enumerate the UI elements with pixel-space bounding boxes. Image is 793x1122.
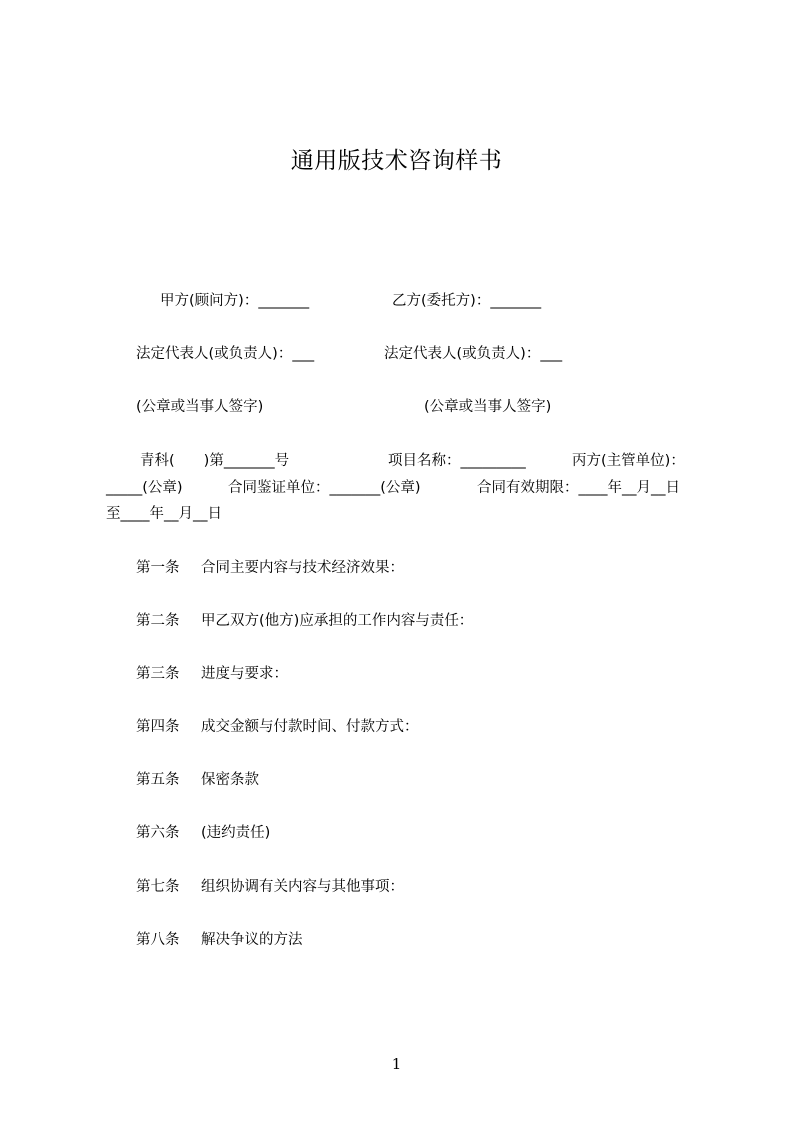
article-text: 合同主要内容与技术经济效果： bbox=[201, 560, 404, 576]
party-c-field: 丙方(主管单位)： bbox=[572, 453, 685, 469]
article-text: 进度与要求： bbox=[201, 666, 288, 682]
party-c-seal: _____(公章) bbox=[106, 480, 183, 496]
article-number: 第四条 bbox=[136, 719, 180, 735]
document-title: 通用版技术咨询样书 bbox=[290, 148, 503, 174]
party-a-representative: 法定代表人(或负责人)：___ bbox=[136, 346, 315, 362]
party-a-field: 甲方(顾问方)：_______ bbox=[160, 293, 310, 309]
article-number: 第八条 bbox=[136, 932, 180, 948]
party-b-field: 乙方(委托方)：_______ bbox=[392, 293, 542, 309]
validity-period: 合同有效期限：____年__月__日 bbox=[477, 480, 680, 496]
project-name: 项目名称：_________ bbox=[388, 453, 526, 469]
article-number: 第一条 bbox=[136, 560, 180, 576]
party-b-seal: (公章或当事人签字) bbox=[424, 399, 552, 415]
contract-number: 青科( )第_______号 bbox=[140, 453, 290, 469]
party-a-seal: (公章或当事人签字) bbox=[136, 399, 264, 415]
party-b-representative: 法定代表人(或负责人)：___ bbox=[384, 346, 563, 362]
article-number: 第三条 bbox=[136, 666, 180, 682]
article-text: 成交金额与付款时间、付款方式： bbox=[201, 719, 419, 735]
article-number: 第二条 bbox=[136, 613, 180, 629]
verification-unit: 合同鉴证单位：_______(公章) bbox=[228, 480, 421, 496]
article-text: 保密条款 bbox=[201, 772, 259, 788]
article-number: 第六条 bbox=[136, 825, 180, 841]
page-number: 1 bbox=[391, 1055, 402, 1073]
article-text: 甲乙双方(他方)应承担的工作内容与责任： bbox=[201, 613, 474, 629]
article-number: 第五条 bbox=[136, 772, 180, 788]
validity-end: 至____年__月__日 bbox=[106, 506, 222, 522]
article-text: 解决争议的方法 bbox=[201, 932, 303, 948]
article-number: 第七条 bbox=[136, 879, 180, 895]
article-text: (违约责任) bbox=[201, 825, 271, 841]
article-text: 组织协调有关内容与其他事项： bbox=[201, 879, 404, 895]
